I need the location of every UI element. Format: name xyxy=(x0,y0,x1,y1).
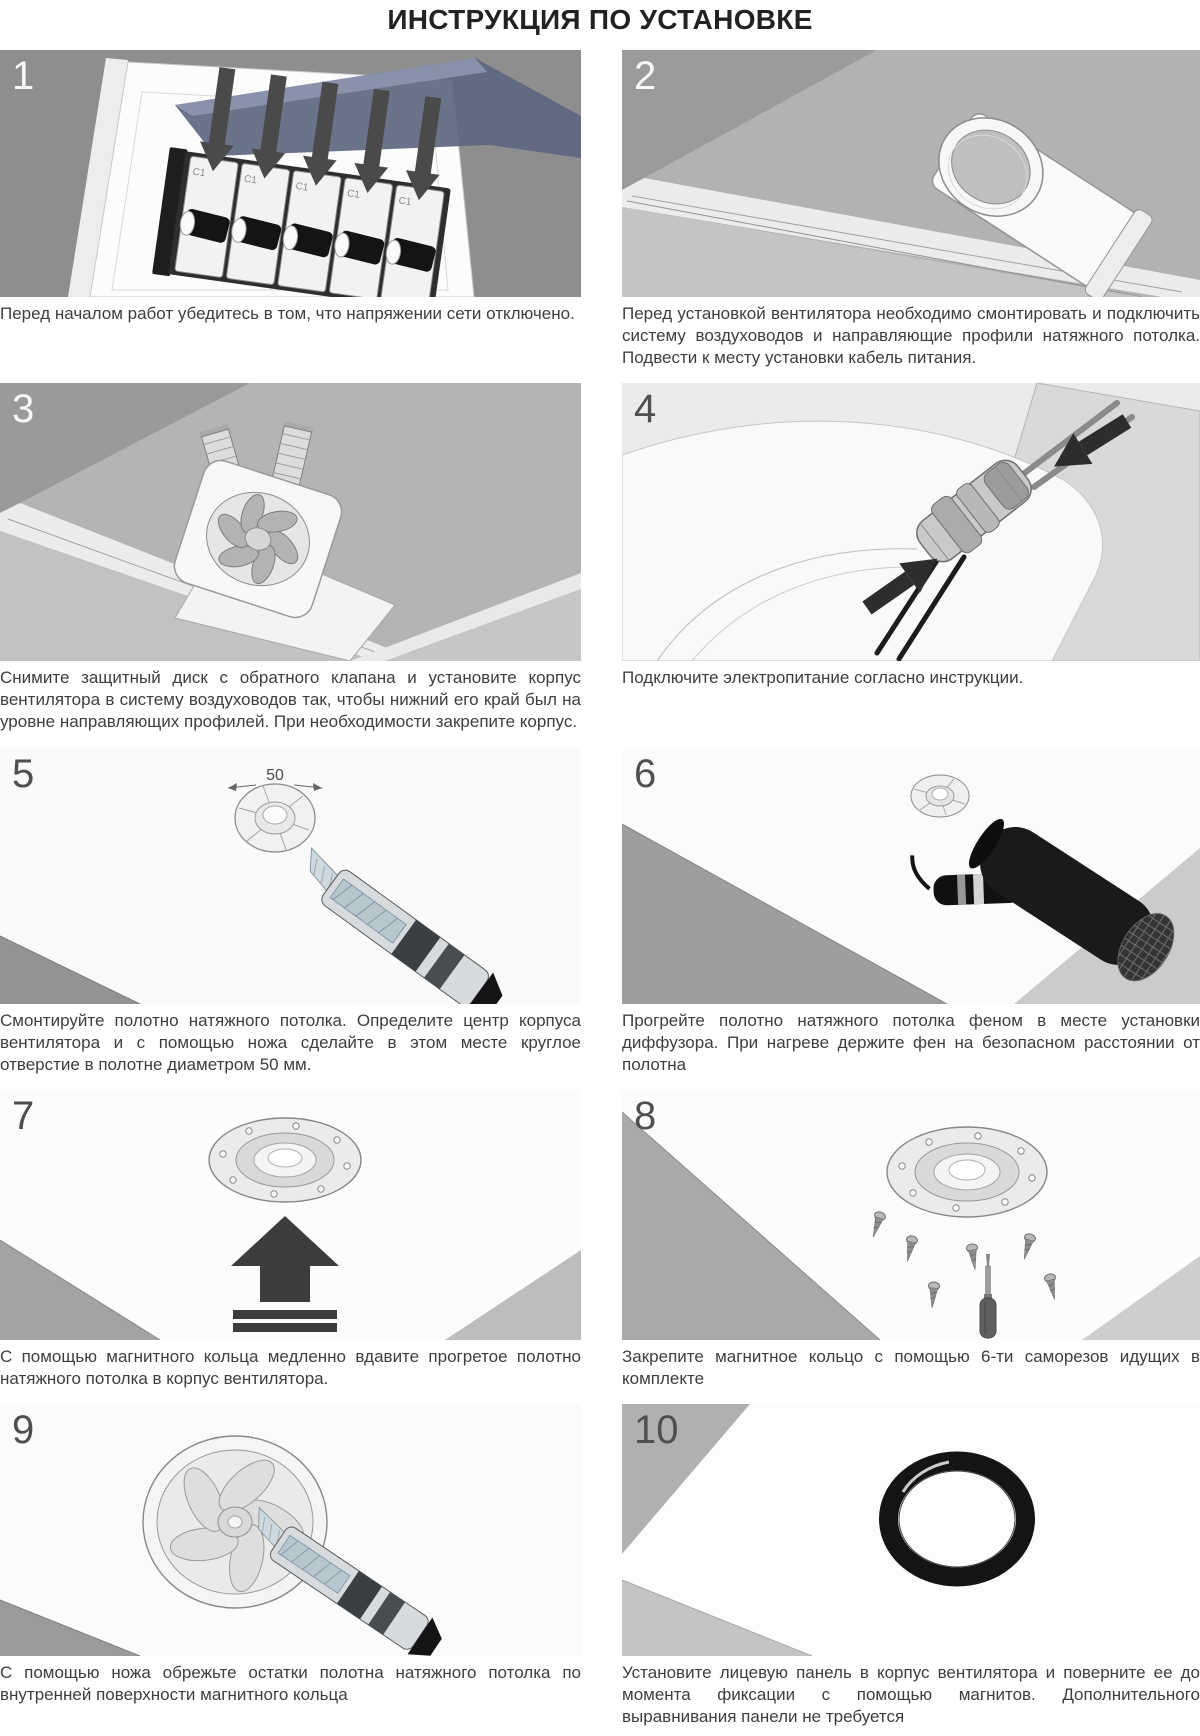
page-title: ИНСТРУКЦИЯ ПО УСТАНОВКЕ xyxy=(387,4,813,35)
step-4 xyxy=(622,383,1200,741)
breaker-label: C1 xyxy=(397,195,413,209)
step-10-illustration xyxy=(622,1404,1200,1656)
ceiling-diffuser-icon xyxy=(911,775,969,817)
dimension-label: 50 xyxy=(266,766,284,784)
step-number: 5 xyxy=(12,751,35,796)
step-number: 9 xyxy=(12,1408,35,1453)
ceiling-diffuser-icon xyxy=(235,784,315,852)
step-number: 3 xyxy=(12,387,35,432)
step-10-graphic xyxy=(622,1404,1200,1656)
step-caption: Установите лицевую панель в корпус вентилятора и поверните ее до момента фиксации с помощью магнитов. Дополнительного выравнивания панели не требуется xyxy=(622,1663,1200,1727)
step-caption: Прогрейте полотно натяжного потолка феном в месте установки диффузора. При нагреве держите фен на безопасном расстоянии от полотна xyxy=(622,1010,1200,1074)
magnetic-ring-icon xyxy=(887,1127,1047,1217)
step-9-illustration xyxy=(0,1404,581,1656)
step-number: 8 xyxy=(634,1093,657,1138)
step-number: 2 xyxy=(634,54,657,98)
step-caption: С помощью магнитного кольца медленно вдавите прогретое полотно натяжного потолка в корпус вентилятора. xyxy=(0,1346,581,1388)
step-caption: С помощью ножа обрежьте остатки полотна натяжного потолка по внутренней поверхности магнитного кольца xyxy=(0,1663,581,1705)
steps-grid xyxy=(0,50,1200,1736)
step-number: 7 xyxy=(12,1093,35,1138)
fan-front-icon xyxy=(143,1436,327,1608)
step-caption: Закрепите магнитное кольцо с помощью 6-ти саморезов идущих в комплекте xyxy=(622,1346,1200,1388)
step-5-illustration xyxy=(0,748,581,1004)
step-7-illustration xyxy=(0,1090,581,1340)
step-7 xyxy=(0,1090,581,1398)
step-caption: Подключите электропитание согласно инструкции. xyxy=(622,668,1024,688)
step-number: 10 xyxy=(634,1408,679,1453)
breaker-label: C1 xyxy=(294,180,310,194)
step-1-illustration xyxy=(0,50,581,297)
magnetic-ring-icon xyxy=(209,1118,361,1202)
step-number: 6 xyxy=(634,751,657,796)
step-8 xyxy=(622,1090,1200,1398)
step-8-graphic xyxy=(622,1090,1200,1340)
step-number: 1 xyxy=(12,54,35,98)
step-caption: Перед началом работ убедитесь в том, что напряжении сети отключено. xyxy=(0,304,575,323)
step-9 xyxy=(0,1404,581,1736)
step-caption: Снимите защитный диск с обратного клапана и установите корпус вентилятора в систему воздуховодов так, чтобы нижний его край был на уровне направляющих профилей. При необходимости закрепите корпус. xyxy=(0,668,581,732)
step-9-graphic xyxy=(0,1404,581,1656)
breaker-label: C1 xyxy=(346,188,361,201)
step-4-graphic xyxy=(622,383,1200,661)
step-2 xyxy=(622,50,1200,377)
step-1-graphic xyxy=(0,50,581,297)
breaker-label: C1 xyxy=(191,166,207,180)
step-5 xyxy=(0,748,581,1084)
step-3 xyxy=(0,383,581,741)
step-3-graphic xyxy=(0,383,581,661)
step-10 xyxy=(622,1404,1200,1736)
step-8-illustration xyxy=(622,1090,1200,1340)
step-caption: Перед установкой вентилятора необходимо смонтировать и подключить систему воздуховодов и направляющие профили натяжного потолка. Подвести к месту установки кабель питания. xyxy=(622,304,1200,368)
step-4-illustration xyxy=(622,383,1200,661)
step-1 xyxy=(0,50,581,377)
step-6 xyxy=(622,748,1200,1084)
step-caption: Смонтируйте полотно натяжного потолка. Определите центр корпуса вентилятора и с помощью ножа сделайте в этом месте круглое отверстие в полотне диаметром 50 мм. xyxy=(0,1010,581,1074)
step-5-graphic xyxy=(0,748,581,1004)
step-6-graphic xyxy=(622,748,1200,1004)
step-3-illustration xyxy=(0,383,581,661)
step-7-graphic xyxy=(0,1090,581,1340)
breaker-label: C1 xyxy=(243,173,258,187)
step-number: 4 xyxy=(634,387,657,432)
step-6-illustration xyxy=(622,748,1200,1004)
step-2-illustration xyxy=(622,50,1200,297)
step-2-graphic xyxy=(622,50,1200,297)
